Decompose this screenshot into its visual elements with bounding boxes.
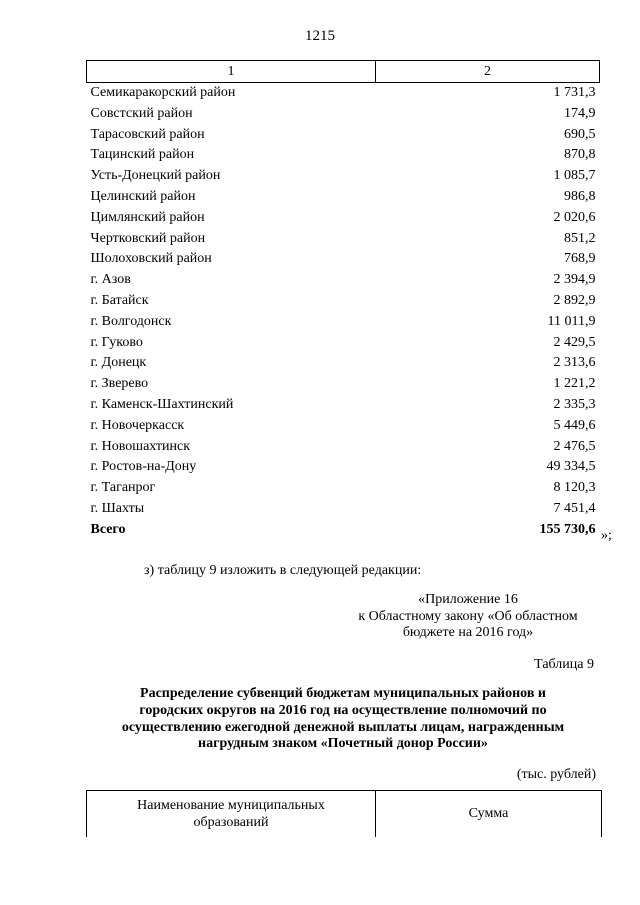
amount-value: 2 313,6 <box>553 355 596 371</box>
appendix-line: «Приложение 16 <box>418 592 518 607</box>
amount-value: 2 394,9 <box>553 272 596 288</box>
units-label: (тыс. рублей) <box>516 767 596 782</box>
table-row <box>87 83 600 104</box>
municipality-name: г. Зверево <box>90 376 149 392</box>
amount-value: 2 429,5 <box>553 334 596 350</box>
appendix-line: бюджете на 2016 год» <box>402 625 534 640</box>
column-header-1: 1 <box>87 61 376 83</box>
municipality-name: г. Новошахтинск <box>90 438 191 454</box>
municipality-name: г. Таганрог <box>90 480 156 496</box>
appendix-note <box>340 592 596 642</box>
municipality-name: Усть-Донецкий район <box>90 168 221 184</box>
table-row <box>87 437 600 458</box>
municipality-name: Цимлянский район <box>90 209 205 225</box>
amount-value: 1 085,7 <box>553 168 596 184</box>
appendix-line: к Областному закону «Об областном <box>358 608 578 624</box>
municipality-name: Шолоховский район <box>90 251 212 267</box>
municipality-name: Тарасовский район <box>90 126 205 142</box>
amount-value: 2 476,5 <box>553 438 596 454</box>
table-row <box>87 166 600 187</box>
municipality-name: Семикаракорский район <box>90 85 236 100</box>
table-row <box>87 395 600 416</box>
amount-value: 690,5 <box>564 126 596 142</box>
heading-line: нагрудным знаком «Почетный донор России» <box>198 736 488 752</box>
amount-value: 7 451,4 <box>553 500 596 516</box>
table-row <box>87 478 600 499</box>
municipality-column-header <box>87 791 376 837</box>
header-line: образований <box>193 815 269 830</box>
amount-value: 5 449,6 <box>553 417 596 433</box>
table-row <box>87 187 600 208</box>
table-row <box>87 104 600 125</box>
total-value: 155 730,6 <box>539 521 596 537</box>
municipality-name: Тацинский район <box>90 147 195 163</box>
amount-value: 8 120,3 <box>553 480 596 496</box>
table-row <box>87 353 600 374</box>
total-label: Всего <box>90 521 126 537</box>
table-row <box>87 312 600 333</box>
table-row <box>87 249 600 270</box>
table-row <box>87 457 600 478</box>
total-row <box>87 520 600 541</box>
municipality-name: г. Азов <box>90 272 131 288</box>
page-number: 1215 <box>305 28 335 44</box>
amount-value: 2 335,3 <box>553 396 596 412</box>
table-row <box>87 145 600 166</box>
amendment-paragraph: з) таблицу 9 изложить в следующей редакции: <box>144 563 422 578</box>
table-header-row <box>87 61 600 83</box>
table-9-header <box>86 790 602 837</box>
amount-value: 986,8 <box>564 188 596 204</box>
column-header-2: 2 <box>376 61 600 83</box>
table-row <box>87 291 600 312</box>
amount-value: 174,9 <box>564 105 596 121</box>
header-line: Наименование муниципальных <box>137 798 325 813</box>
amount-value: 1 731,3 <box>553 85 596 100</box>
municipality-name: г. Гуково <box>90 334 143 350</box>
table-row <box>87 125 600 146</box>
amount-value: 870,8 <box>564 147 596 163</box>
total-suffix: »; <box>601 528 612 543</box>
subsidy-table <box>86 60 600 541</box>
amount-value: 1 221,2 <box>553 376 596 392</box>
municipality-name: г. Ростов-на-Дону <box>90 459 197 475</box>
amount-value: 851,2 <box>564 230 596 246</box>
municipality-name: Совстский район <box>90 105 193 121</box>
heading-line: осуществлению ежегодной денежной выплаты лицам, награжденным <box>121 719 565 735</box>
municipality-name: Чертковский район <box>90 230 206 246</box>
table-row <box>87 270 600 291</box>
municipality-name: г. Шахты <box>90 500 145 516</box>
heading-line: городских округов на 2016 год на осуществление полномочий по <box>139 702 547 718</box>
municipality-name: г. Батайск <box>90 292 149 308</box>
amount-value: 2 020,6 <box>553 209 596 225</box>
heading-line: Распределение субвенций бюджетам муниципальных районов и <box>140 686 546 701</box>
table-row <box>87 499 600 520</box>
municipality-name: г. Новочеркасск <box>90 417 185 433</box>
table-row <box>87 416 600 437</box>
table-row <box>87 333 600 354</box>
municipality-name: г. Волгодонск <box>90 313 172 329</box>
amount-value: 768,9 <box>564 251 596 267</box>
table-row <box>87 229 600 250</box>
table-label: Таблица 9 <box>534 657 594 672</box>
amount-value: 11 011,9 <box>547 313 596 329</box>
municipality-name: г. Донецк <box>90 355 147 371</box>
amount-value: 49 334,5 <box>546 459 596 475</box>
amount-value: 2 892,9 <box>553 292 596 308</box>
table-row <box>87 208 600 229</box>
table-heading <box>86 686 600 753</box>
municipality-name: г. Каменск-Шахтинский <box>90 396 234 412</box>
table-row <box>87 374 600 395</box>
municipality-name: Целинский район <box>90 188 196 204</box>
sum-column-header: Сумма <box>468 806 509 821</box>
